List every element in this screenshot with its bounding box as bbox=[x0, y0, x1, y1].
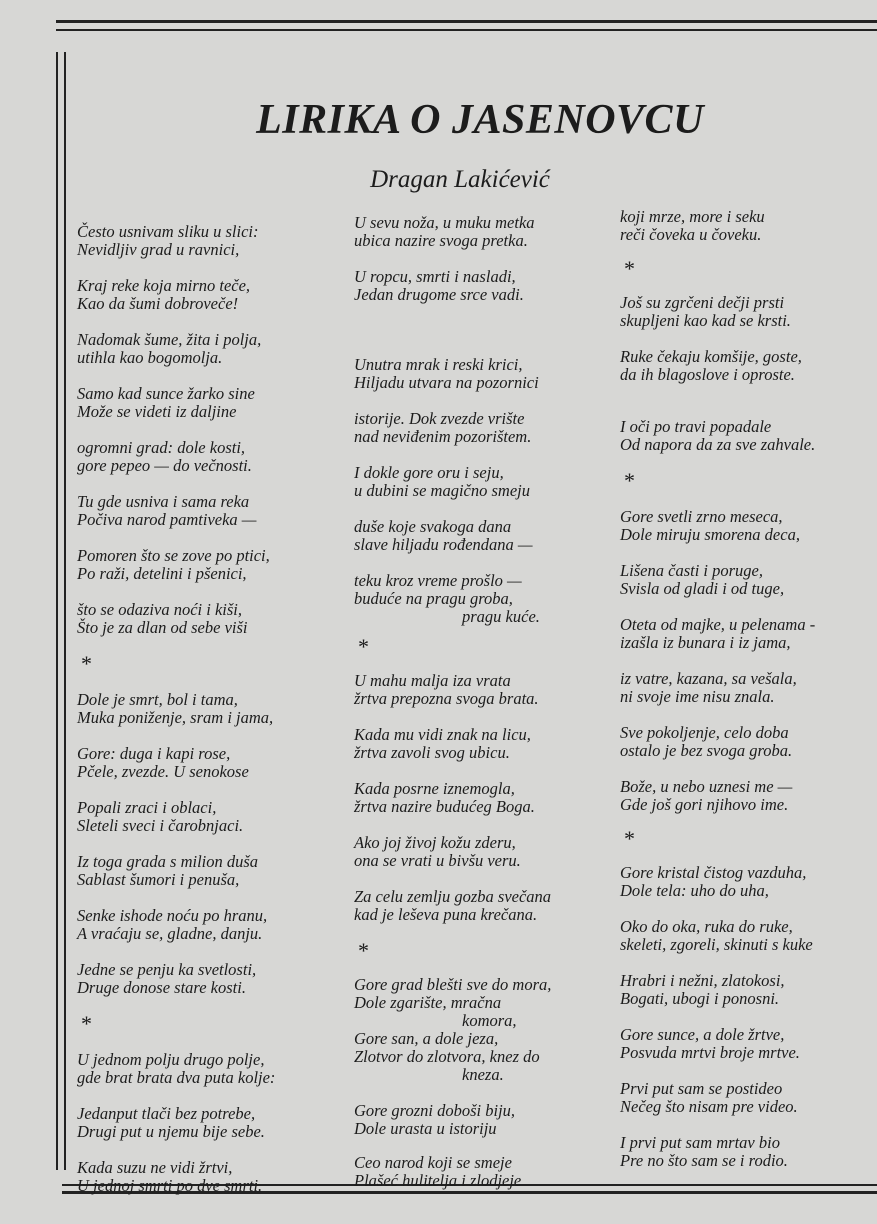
verse-line: Gore sunce, a dole žrtve, bbox=[620, 1025, 785, 1044]
verse-line: istorije. Dok zvezde vrište bbox=[354, 409, 525, 428]
verse-line: Kada mu vidi znak na licu, bbox=[354, 725, 531, 744]
stanza bbox=[620, 294, 877, 330]
top-rule-outer bbox=[56, 20, 877, 23]
verse-line: Nadomak šume, žita i polja, bbox=[77, 330, 262, 349]
verse-line: Jedne se penju ka svetlosti, bbox=[77, 960, 257, 979]
stanza bbox=[77, 601, 347, 637]
stanza bbox=[620, 828, 877, 850]
stanza bbox=[354, 976, 614, 1084]
stanza bbox=[620, 864, 877, 900]
stanza bbox=[77, 691, 347, 727]
verse-line: U mahu malja iza vrata bbox=[354, 671, 511, 690]
verse-line: Često usnivam sliku u slici: bbox=[77, 222, 259, 241]
verse-line: Za celu zemlju gozba svečana bbox=[354, 887, 552, 906]
verse-line: Hiljadu utvara na pozornici bbox=[354, 373, 539, 392]
stanza bbox=[620, 508, 877, 544]
verse-line: ona se vrati u bivšu veru. bbox=[354, 851, 521, 870]
verse-line: U jednom polju drugo polje, bbox=[77, 1050, 265, 1069]
verse-line: buduće na pragu groba, bbox=[354, 589, 513, 608]
verse-line: Dole miruju smorena deca, bbox=[620, 525, 800, 544]
stanza bbox=[77, 961, 347, 997]
stanza bbox=[354, 1102, 614, 1138]
verse-line: Još su zgrčeni dečji prsti bbox=[620, 293, 785, 312]
verse-line: Pčele, zvezde. U senokose bbox=[77, 762, 249, 781]
verse-line: Hrabri i nežni, zlatokosi, bbox=[620, 971, 785, 990]
verse-line: Bogati, ubogi i ponosni. bbox=[620, 989, 780, 1008]
stanza bbox=[354, 572, 614, 626]
stanza bbox=[354, 410, 614, 446]
verse-line: Plašeć hulitelja i zlodjeje bbox=[354, 1171, 522, 1190]
verse-line: kneza. bbox=[462, 1065, 504, 1084]
verse-line: Tu gde usniva i sama reka bbox=[77, 492, 250, 511]
left-rule-inner bbox=[64, 52, 66, 1170]
stanza bbox=[620, 470, 877, 492]
verse-line: koji mrze, more i seku bbox=[620, 207, 765, 226]
stanza bbox=[77, 385, 347, 421]
verse-line: Počiva narod pamtiveka — bbox=[77, 510, 257, 529]
stanza bbox=[77, 853, 347, 889]
verse-line: izašla iz bunara i iz jama, bbox=[620, 633, 791, 652]
verse-line: Ruke čekaju komšije, goste, bbox=[620, 347, 802, 366]
verse-line: Gore grozni doboši biju, bbox=[354, 1101, 516, 1120]
verse-line: Gore san, a dole jeza, bbox=[354, 1029, 499, 1048]
verse-line: ubica nazire svoga pretka. bbox=[354, 231, 528, 250]
stanza bbox=[354, 940, 614, 962]
stanza bbox=[620, 778, 877, 814]
verse-line: što se odaziva noći i kiši, bbox=[77, 600, 242, 619]
stanza bbox=[77, 223, 347, 259]
verse-line: ogromni grad: dole kosti, bbox=[77, 438, 246, 457]
verse-line: Popali zraci i oblaci, bbox=[77, 798, 217, 817]
stanza bbox=[620, 258, 877, 280]
verse-line: U ropcu, smrti i nasladi, bbox=[354, 267, 516, 286]
verse-line: pragu kuće. bbox=[462, 607, 540, 626]
stanza bbox=[620, 348, 877, 384]
verse-line: utihla kao bogomolja. bbox=[77, 348, 223, 367]
verse-line: iz vatre, kazana, sa vešala, bbox=[620, 669, 797, 688]
stanza bbox=[354, 888, 614, 924]
verse-line: Prvi put sam se postideo bbox=[620, 1079, 783, 1098]
stanza bbox=[354, 672, 614, 708]
verse-line: skeleti, zgoreli, skinuti s kuke bbox=[620, 935, 813, 954]
stanza bbox=[620, 1080, 877, 1116]
verse-line: Sve pokoljenje, celo doba bbox=[620, 723, 789, 742]
stanza bbox=[77, 1105, 347, 1141]
verse-line: Kada suzu ne vidi žrtvi, bbox=[77, 1158, 233, 1177]
verse-line: I dokle gore oru i seju, bbox=[354, 463, 504, 482]
verse-line: I prvi put sam mrtav bio bbox=[620, 1133, 780, 1152]
poem-column-2 bbox=[354, 214, 614, 1190]
verse-line: Kada posrne iznemogla, bbox=[354, 779, 515, 798]
verse-line: gde brat brata dva puta kolje: bbox=[77, 1068, 276, 1087]
verse-line: Muka poniženje, sram i jama, bbox=[77, 708, 274, 727]
verse-line: Gore svetli zrno meseca, bbox=[620, 507, 783, 526]
stanza bbox=[77, 493, 347, 529]
verse-line: Može se videti iz daljine bbox=[77, 402, 237, 421]
verse-line: Dole tela: uho do uha, bbox=[620, 881, 769, 900]
section-divider-asterisk: * bbox=[358, 938, 369, 963]
verse-line: kad je leševa puna krečana. bbox=[354, 905, 538, 924]
stanza bbox=[77, 331, 347, 367]
stanza bbox=[77, 547, 347, 583]
page-title: LIRIKA O JASENOVCU bbox=[256, 97, 704, 143]
verse-line: u dubini se magično smeju bbox=[354, 481, 530, 500]
verse-line: Po raži, detelini i pšenici, bbox=[77, 564, 247, 583]
verse-line: Samo kad sunce žarko sine bbox=[77, 384, 255, 403]
stanza bbox=[77, 277, 347, 313]
section-divider-asterisk: * bbox=[624, 256, 635, 281]
verse-line: Sablast šumori i penuša, bbox=[77, 870, 240, 889]
verse-line: I oči po travi popadale bbox=[620, 417, 772, 436]
verse-line: Nevidljiv grad u ravnici, bbox=[77, 240, 240, 259]
stanza bbox=[354, 214, 614, 250]
verse-line: Gore grad blešti sve do mora, bbox=[354, 975, 552, 994]
verse-line: Dole zgarište, mračna bbox=[354, 993, 502, 1012]
section-divider-asterisk: * bbox=[624, 468, 635, 493]
stanza bbox=[620, 208, 877, 244]
stanza bbox=[620, 670, 877, 706]
verse-line: žrtva prepozna svoga brata. bbox=[354, 689, 539, 708]
verse-line: Gde još gori njihovo ime. bbox=[620, 795, 789, 814]
stanza bbox=[354, 356, 614, 392]
verse-line: Senke ishode noću po hranu, bbox=[77, 906, 268, 925]
stanza bbox=[620, 562, 877, 598]
verse-line: teku kroz vreme prošlo — bbox=[354, 571, 522, 590]
stanza bbox=[354, 834, 614, 870]
verse-line: nad neviđenim pozorištem. bbox=[354, 427, 532, 446]
stanza bbox=[77, 1159, 347, 1195]
stanza bbox=[354, 268, 614, 304]
section-divider-asterisk: * bbox=[624, 826, 635, 851]
stanza bbox=[77, 439, 347, 475]
stanza bbox=[620, 918, 877, 954]
verse-line: Bože, u nebo uznesi me — bbox=[620, 777, 793, 796]
verse-line: Dole je smrt, bol i tama, bbox=[77, 690, 238, 709]
stanza bbox=[77, 907, 347, 943]
verse-line: Unutra mrak i reski krici, bbox=[354, 355, 523, 374]
top-rule-inner bbox=[56, 29, 877, 31]
stanza bbox=[620, 972, 877, 1008]
verse-line: ni svoje ime nisu znala. bbox=[620, 687, 775, 706]
verse-line: A vraćaju se, gladne, danju. bbox=[77, 924, 263, 943]
verse-line: komora, bbox=[462, 1011, 517, 1030]
stanza bbox=[354, 1154, 614, 1190]
stanza bbox=[620, 1026, 877, 1062]
verse-line: Sleteli sveci i čarobnjaci. bbox=[77, 816, 244, 835]
stanza bbox=[77, 653, 347, 675]
verse-line: slave hiljadu rođendana — bbox=[354, 535, 533, 554]
stanza bbox=[620, 724, 877, 760]
verse-line: U jednoj smrti po dve smrti. bbox=[77, 1176, 263, 1195]
verse-line: Druge donose stare kosti. bbox=[77, 978, 246, 997]
stanza bbox=[620, 418, 877, 454]
verse-line: Ceo narod koji se smeje bbox=[354, 1153, 512, 1172]
stanza bbox=[77, 745, 347, 781]
verse-line: gore pepeo — do večnosti. bbox=[77, 456, 252, 475]
verse-line: Jedan drugome srce vadi. bbox=[354, 285, 524, 304]
stanza bbox=[354, 518, 614, 554]
verse-line: Dole urasta u istoriju bbox=[354, 1119, 497, 1138]
verse-line: duše koje svakoga dana bbox=[354, 517, 512, 536]
verse-line: U sevu noža, u muku metka bbox=[354, 213, 535, 232]
verse-line: ostalo je bez svoga groba. bbox=[620, 741, 793, 760]
stanza bbox=[77, 799, 347, 835]
stanza bbox=[354, 636, 614, 658]
verse-line: Pre no što sam se i rodio. bbox=[620, 1151, 788, 1170]
verse-line: Oko do oka, ruka do ruke, bbox=[620, 917, 793, 936]
verse-line: Ako joj živoj kožu zderu, bbox=[354, 833, 516, 852]
verse-line: Lišena časti i poruge, bbox=[620, 561, 763, 580]
poem-column-1 bbox=[77, 223, 347, 1195]
verse-line: Oteta od majke, u pelenama - bbox=[620, 615, 816, 634]
author-name: Dragan Lakićević bbox=[370, 166, 550, 193]
verse-line: Od napora da za sve zahvale. bbox=[620, 435, 816, 454]
stanza bbox=[354, 726, 614, 762]
verse-line: Kraj reke koja mirno teče, bbox=[77, 276, 251, 295]
stanza bbox=[620, 1134, 877, 1170]
stanza bbox=[77, 1013, 347, 1035]
verse-line: Kao da šumi dobroveče! bbox=[77, 294, 239, 313]
section-divider-asterisk: * bbox=[358, 634, 369, 659]
left-rule-outer bbox=[56, 52, 58, 1170]
verse-line: reči čoveka u čoveku. bbox=[620, 225, 762, 244]
stanza bbox=[354, 780, 614, 816]
verse-line: Što je za dlan od sebe viši bbox=[77, 618, 248, 637]
section-divider-asterisk: * bbox=[81, 1011, 92, 1036]
verse-line: Nečeg što nisam pre video. bbox=[620, 1097, 798, 1116]
verse-line: Gore: duga i kapi rose, bbox=[77, 744, 231, 763]
verse-line: žrtva nazire budućeg Boga. bbox=[354, 797, 535, 816]
stanza bbox=[620, 616, 877, 652]
verse-line: Drugi put u njemu bije sebe. bbox=[77, 1122, 265, 1141]
verse-line: Gore kristal čistog vazduha, bbox=[620, 863, 807, 882]
verse-line: žrtva zavoli svog ubicu. bbox=[354, 743, 510, 762]
verse-line: skupljeni kao kad se krsti. bbox=[620, 311, 791, 330]
verse-line: Jedanput tlači bez potrebe, bbox=[77, 1104, 256, 1123]
poem-column-3 bbox=[620, 208, 877, 1170]
verse-line: Posvuda mrtvi broje mrtve. bbox=[620, 1043, 800, 1062]
verse-line: Zlotvor do zlotvora, knez do bbox=[354, 1047, 540, 1066]
stanza bbox=[77, 1051, 347, 1087]
verse-line: da ih blagoslove i oproste. bbox=[620, 365, 795, 384]
verse-line: Iz toga grada s milion duša bbox=[77, 852, 259, 871]
verse-line: Pomoren što se zove po ptici, bbox=[77, 546, 270, 565]
verse-line: Svisla od gladi i od tuge, bbox=[620, 579, 785, 598]
stanza bbox=[354, 464, 614, 500]
section-divider-asterisk: * bbox=[81, 651, 92, 676]
